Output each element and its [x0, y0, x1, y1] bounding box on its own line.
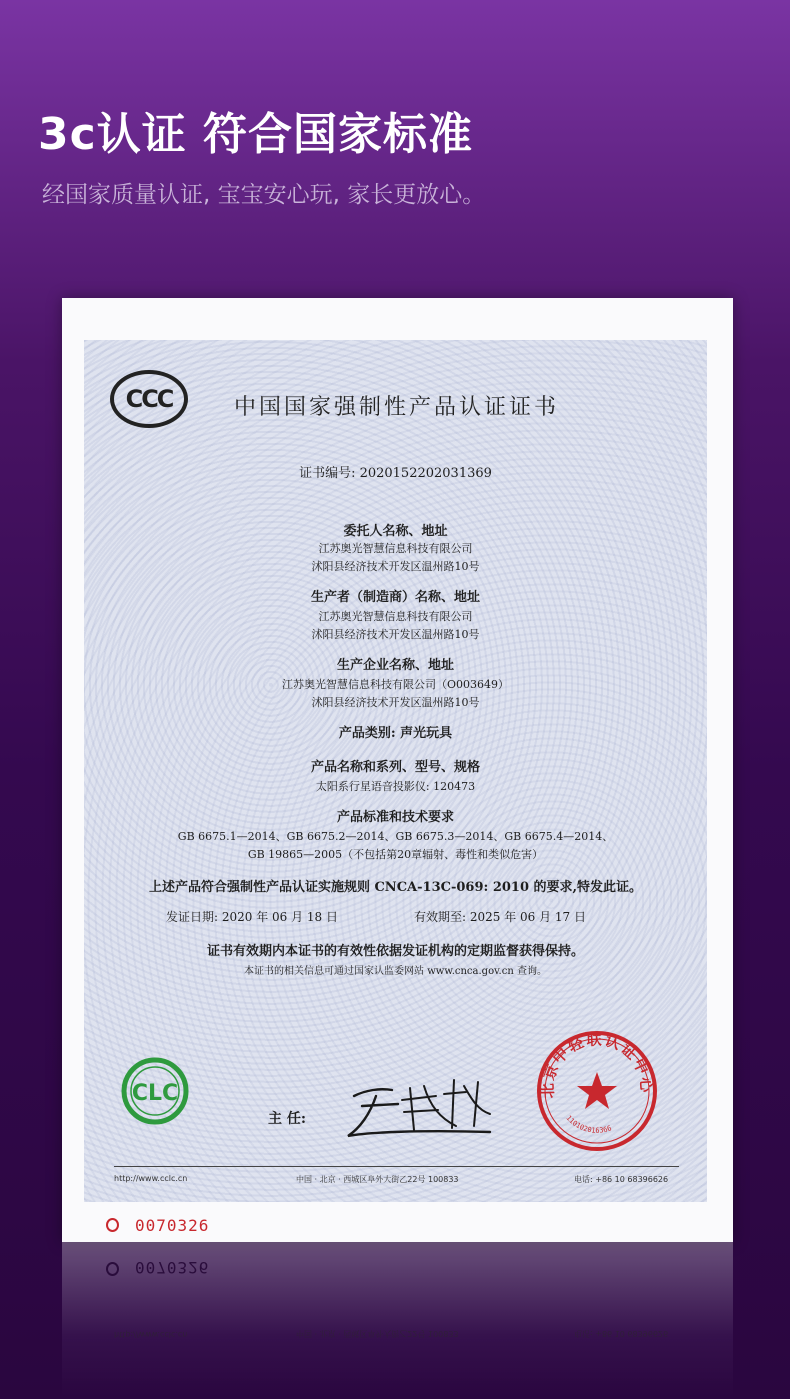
footer-url: http://www.cclc.cn: [114, 1174, 188, 1183]
reflection-footer-telephone: 电话: +86 10 68396626: [574, 1329, 669, 1338]
director-signature: [340, 1066, 510, 1146]
product-category: 产品类别: 声光玩具: [338, 726, 453, 741]
clc-logo: [120, 1056, 190, 1126]
manufacturer-address: 沭阳县经济技术开发区温州路10号: [311, 628, 480, 641]
clc-logo-text: CLC: [131, 1081, 179, 1106]
seal-text: 北京中轻联认证中心: [538, 1030, 656, 1099]
factory-heading: 生产企业名称、地址: [336, 658, 454, 673]
seal-star-icon: [577, 1072, 617, 1109]
reflection-circle-icon: [106, 1262, 119, 1276]
serial-circle-icon: [106, 1218, 119, 1232]
reflection-serial-value: 0070326: [135, 1258, 210, 1277]
certificate-title: 中国国家强制性产品认证证书: [234, 395, 560, 420]
certificate-number: 证书编号: 2020152202031369: [299, 466, 492, 481]
validity-statement: 证书有效期内本证书的有效性依据发证机构的定期监督获得保持。: [206, 944, 584, 959]
reflection-footer-url: http://www.cclc.cn: [114, 1330, 188, 1339]
client-address: 沭阳县经济技术开发区温州路10号: [311, 560, 480, 573]
manufacturer-name: 江苏奥光智慧信息科技有限公司: [318, 610, 473, 623]
compliance-statement: 上述产品符合强制性产品认证实施规则 CNCA-13C-069: 2010 的要求,特发此证。: [148, 880, 643, 895]
product-text: 太阳系行星语音投影仪: 120473: [315, 780, 476, 793]
certificate-frame: [62, 298, 733, 1242]
director-label: 主 任:: [268, 1111, 307, 1127]
footer-address: 中国 · 北京 · 西城区阜外大街乙22号 100833: [296, 1175, 459, 1184]
certification-seal: [532, 1026, 662, 1156]
serial-number: [106, 1216, 209, 1235]
client-heading: 委托人名称、地址: [343, 524, 448, 539]
product-heading: 产品名称和系列、型号、规格: [310, 760, 480, 775]
footer-rule: [114, 1166, 679, 1167]
reflection-footer-address: 中国 · 北京 · 西城区阜外大街乙22号 100833: [296, 1329, 459, 1338]
manufacturer-heading: 生产者（制造商）名称、地址: [310, 590, 480, 605]
seal-number: 110102016366: [564, 1113, 613, 1135]
factory-address: 沭阳县经济技术开发区温州路10号: [311, 696, 480, 709]
expiry-date: 有效期至: 2025 年 06 月 17 日: [414, 910, 587, 924]
ccc-logo: CCC: [110, 370, 188, 428]
standard-line-1: GB 6675.1—2014、GB 6675.2—2014、GB 6675.3—2014、GB 6675.4—2014、: [177, 830, 614, 843]
reflection-layer: [62, 1242, 733, 1399]
subheadline: 经国家质量认证, 宝宝安心玩, 家长更放心。: [42, 182, 486, 208]
certificate-reflection: [62, 1242, 733, 1399]
certificate-body: [84, 340, 707, 1202]
headline: 3c认证 符合国家标准: [38, 109, 474, 160]
serial-number-value: 0070326: [135, 1216, 210, 1235]
issue-date: 发证日期: 2020 年 06 月 18 日: [166, 910, 339, 924]
client-name: 江苏奥光智慧信息科技有限公司: [318, 542, 473, 555]
standard-line-2: GB 19865—2005（不包括第20章辐射、毒性和类似危害）: [247, 848, 544, 861]
info-note: 本证书的相关信息可通过国家认监委网站 www.cnca.gov.cn 查询。: [244, 966, 547, 977]
footer-telephone: 电话: +86 10 68396626: [574, 1175, 669, 1184]
reflection-serial: [106, 1258, 209, 1277]
factory-name: 江苏奥光智慧信息科技有限公司（O003649）: [281, 678, 509, 691]
standard-heading: 产品标准和技术要求: [336, 810, 454, 825]
